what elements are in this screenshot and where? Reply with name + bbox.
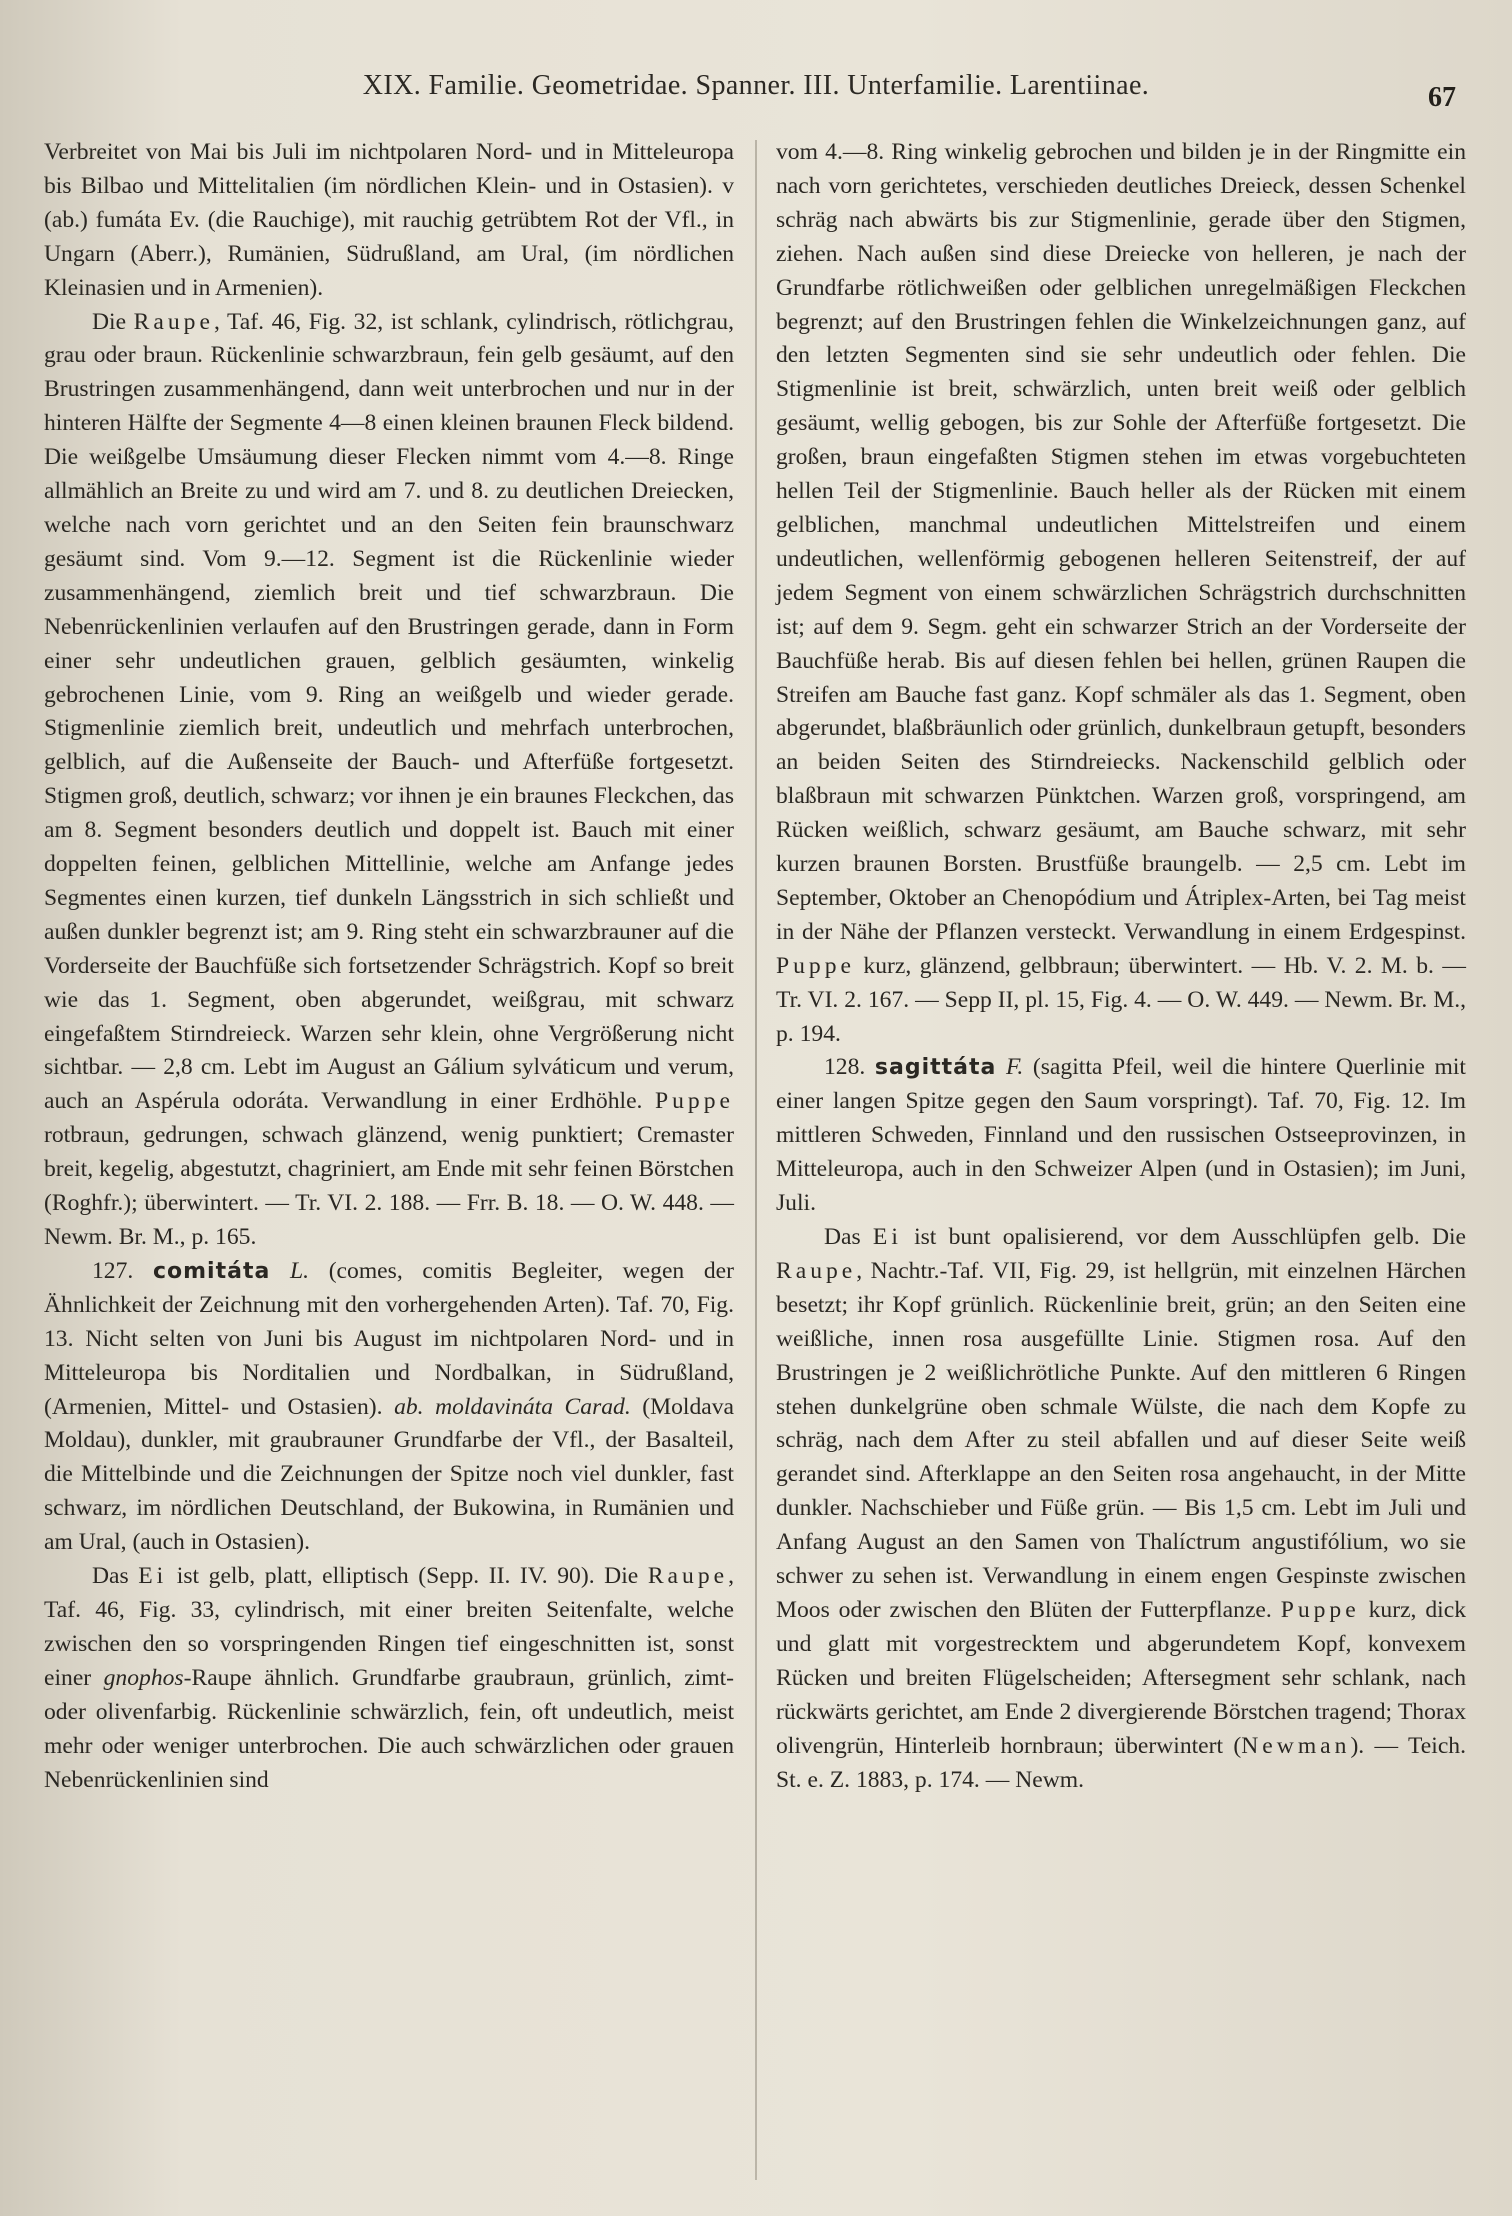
term-egg: Ei <box>138 1563 168 1590</box>
aberration-name: ab. moldavináta Carad. <box>394 1393 631 1420</box>
text: , Taf. 46, Fig. 33, cylindrisch, mit einer breiten Seitenfalte, welche zwischen den so vorspringenden Ringen tief eingeschnitten ist, sonst einer <box>44 1563 734 1691</box>
term-pupa: Puppe <box>1280 1596 1360 1623</box>
paragraph-egg-larva-128 <box>776 1221 1466 1797</box>
text: (Moldava Moldau), dunkler, mit graubrauner Grundfarbe der Vfl., der Basalteil, die Mittelbinde und die Zeichnungen der Spitze noch viel dunkler, fast schwarz, im nördlichen Deutschland, der Bukowina, in Rumänien und am Ural, (auch in Ostasien). <box>44 1393 735 1556</box>
species-name: sagittáta <box>874 1055 997 1081</box>
right-column <box>776 136 1466 1797</box>
paragraph-egg-larva-127 <box>44 1560 734 1797</box>
text: , Taf. 46, Fig. 32, ist schlank, cylindrisch, rötlichgrau, grau oder braun. Rückenlinie schwarzbraun, fein gelb gesäumt, auf den Brustringen zusammenhängend, dann weit unterbrochen und nur in der hinteren Hälfte der Segmente 4—8 einen kleinen braunen Fleck bildend. Die weißgelbe Umsäumung dieser Flecken nimmt vom 4.—8. Ringe allmählich an Breite zu und wird am 7. und 8. zu deutlichen Dreiecken, welche nach vorn gerichtet und an den Seiten fein braunschwarz gesäumt sind. Vom 9.—12. Segment ist die Rückenlinie wieder zusammenhängend, ziemlich breit und tief schwarzbraun. Die Nebenrückenlinien verlaufen auf den Brustringen gerade, dann in Form einer sehr undeutlichen grauen, gelblich gesäumten, winkelig gebrochenen Linie, vom 9. Ring an weißgelb und wieder gerade. Stigmenlinie ziemlich breit, undeutlich und mehrfach unterbrochen, gelblich, auf die Außenseite der Bauch- und Afterfüße fortgesetzt. Stigmen groß, deutlich, schwarz; vor ihnen je ein braunes Fleckchen, das am 8. Segment besonders deutlich und doppelt ist. Bauch mit einer doppelten feinen, gelblichen Mittellinie, welche am Anfange jedes Segmentes einen kurzen, tief dunkeln Längsstrich in sich schließt und außen dunkler begrenzt ist; am 9. Ring steht ein schwarzbrauner auf die Vorderseite der Bauchfüße sich fortsetzender Schrägstrich. Kopf so breit wie das 1. Segment, oben abgerundet, weißgrau, mit schwarz eingefaßtem Stirndreieck. Warzen sehr klein, ohne Vergrößerung nicht sichtbar. — 2,8 cm. Lebt im August an Gálium sylváticum und verum, auch an Aspérula odoráta. Verwandlung in einer Erdhöhle. <box>44 308 734 1115</box>
text: vom 4.—8. Ring winkelig gebrochen und bilden je in der Ringmitte ein nach vorn gerichtetes, verschieden deutliches Dreieck, dessen Schenkel schräg nach abwärts bis zur Stigmenlinie, gerade über den Stigmen, ziehen. Nach außen sind diese Dreiecke von helleren, je nach der Grundfarbe rötlichweißen oder gelblichen unregelmäßigen Fleckchen begrenzt; auf den Brustringen fehlen die Winkelzeichnungen ganz, auf den letzten Segmenten sind sie sehr undeutlich oder fehlen. Die Stigmenlinie ist breit, schwärzlich, unten breit weiß oder gelblich gesäumt, wellig gebogen, bis zur Sohle der Afterfüße fortgesetzt. Die großen, braun eingefaßten Stigmen stehen im etwas vorgebuchteten hellen Teil der Stigmenlinie. Bauch heller als der Rücken mit einem gelblichen, manchmal undeutlichen Mittelstreifen und einem undeutlichen, wellenförmig gebogenen helleren Seitenstreif, der auf jedem Segment von einem schwärzlichen Schrägstrich durchschnitten ist; auf dem 9. Segm. geht ein schwarzer Strich an der Vorderseite der Bauchfüße herab. Bis auf diesen fehlen bei hellen, grünen Raupen die Streifen am Bauche fast ganz. Kopf schmäler als das 1. Segment, oben abgerundet, blaßbräunlich oder grünlich, dunkelbraun getupft, besonders an beiden Seiten des Stirndreiecks. Nackenschild gelblich oder blaßbraun mit schwarzen Pünktchen. Warzen groß, vorspringend, am Rücken weißlich, schwarz gesäumt, am Bauche schwarz, mit sehr kurzen braunen Borsten. Brustfüße braungelb. — 2,5 cm. Lebt im September, Oktober an Chenopódium und Átriplex-Arten, bei Tag meist in der Nähe der Pflanzen versteckt. Verwandlung in einem Erdgespinst. <box>776 139 1466 945</box>
genus-reference: gnophos <box>103 1664 184 1691</box>
term-pupa: Puppe <box>776 952 855 979</box>
text: ). — Teich. St. e. Z. 1883, p. 174. — Newm. <box>776 1732 1466 1793</box>
species-number: 128. <box>824 1054 875 1081</box>
species-number: 127. <box>92 1257 153 1284</box>
text: (comes, comitis Begleiter, wegen der Ähnlichkeit der Zeichnung mit den vorhergehenden Arten). Taf. 70, Fig. 13. Nicht selten von Juni bis August im nichtpolaren Nord- und in Mitteleuropa bis Norditalien und Nordbalkan, in Südrußland, (Armenien, Mittel- und Ostasien). <box>44 1257 735 1420</box>
running-title: XIX. Familie. Geometridae. Spanner. III. Unterfamilie. Larentiinae. <box>362 70 1150 101</box>
text: Das <box>92 1563 139 1590</box>
term-egg: Ei <box>872 1224 902 1250</box>
text: ist bunt opalisierend, vor dem Ausschlüpfen gelb. Die <box>901 1224 1467 1250</box>
text: (sagitta Pfeil, weil die hintere Querlinie mit einer langen Spitze gegen den Saum vorspringt). Taf. 70, Fig. 12. Im mittleren Schweden, Finnland und den russischen Ostseeprovinzen, in Mitteleuropa, auch in den Schweizer Alpen (und in Ostasien); im Juni, Juli. <box>776 1054 1466 1217</box>
paragraph-species-128 <box>776 1051 1466 1221</box>
term-larva: Raupe <box>647 1563 729 1590</box>
author-newman: Newman <box>1241 1732 1351 1759</box>
text: kurz, glänzend, gelbbraun; überwintert. — Hb. V. 2. M. b. — Tr. VI. 2. 167. — Sepp II, pl. 15, Fig. 4. — O. W. 449. — Newm. Br. M., p. 194. <box>776 952 1466 1047</box>
species-author: L. <box>270 1257 310 1284</box>
term-pupa: Puppe <box>655 1088 734 1115</box>
text: , Nachtr.-Taf. VII, Fig. 29, ist hellgrün, mit einzelnen Härchen besetzt; ihr Kopf grünlich. Rückenlinie breit, grün; an den Seiten eine weißliche, innen rosa ausgefüllte Linie. Stigmen rosa. Auf den Brustringen je 2 weißlichrötliche Punkte. Auf den mittleren 6 Ringen stehen dunkelgrüne oben schmale Wülste, die nach dem Kopfe zu schräg, nach dem After zu steil abfallen und auf dieser Seite weiß gerandet sind. Afterklappe an den Seiten rosa angehaucht, in der Mitte dunkler. Nachschieber und Füße grün. — Bis 1,5 cm. Lebt im Juli und Anfang August an den Samen von Thalíctrum angustifólium, wo sie schwer zu sehen ist. Verwandlung in einem engen Gespinste zwischen Moos oder zwischen den Blüten der Futterpflanze. <box>776 1257 1466 1623</box>
species-name: comitáta <box>152 1258 271 1284</box>
text: Die <box>92 308 134 335</box>
term-larva: Raupe <box>776 1257 857 1284</box>
paragraph-larva-continued <box>776 136 1466 1051</box>
paragraph-distribution-continued: Verbreitet von Mai bis Juli im nichtpolaren Nord- und in Mitteleuropa bis Bilbao und Mittelitalien (im nördlichen Klein- und in Ostasien). v (ab.) fumáta Ev. (die Rauchige), mit rauchig getrübtem Rot der Vfl., in Ungarn (Aberr.), Rumänien, Südrußland, am Ural, (im nördlichen Kleinasien und in Armenien). <box>44 139 734 301</box>
text: ist gelb, platt, elliptisch (Sepp. II. IV. 90). Die <box>167 1563 648 1590</box>
text: -Raupe ähnlich. Grundfarbe graubraun, grünlich, zimt- oder olivenfarbig. Rückenlinie schwärzlich, fein, oft undeutlich, meist mehr oder weniger unterbrochen. Die auch schwärzlichen oder grauen Nebenrückenlinien sind <box>44 1664 734 1793</box>
species-author: F. <box>996 1054 1024 1081</box>
page-number: 67 <box>1428 82 1456 113</box>
text: kurz, dick und glatt mit vorgestrecktem und abgerundetem Kopf, konvexem Rücken und breiten Flügelscheiden; Aftersegment sehr schlank, nach rückwärts gerichtet, am Ende 2 divergierende Börstchen tragend; Thorax olivengrün, Hinterleib hornbraun; überwintert ( <box>776 1596 1466 1759</box>
term-larva: Raupe <box>133 308 214 335</box>
paragraph-species-127 <box>44 1255 734 1560</box>
column-divider <box>755 140 757 2180</box>
text: rotbraun, gedrungen, schwach glänzend, wenig punktiert; Cremaster breit, kegelig, abgestutzt, chagriniert, am Ende mit sehr feinen Börstchen (Roghfr.); überwintert. — Tr. VI. 2. 188. — Frr. B. 18. — O. W. 448. — Newm. Br. M., p. 165. <box>44 1122 734 1250</box>
paragraph-larva-description <box>44 306 734 1255</box>
text: Das <box>824 1224 873 1250</box>
left-column <box>44 136 734 1797</box>
